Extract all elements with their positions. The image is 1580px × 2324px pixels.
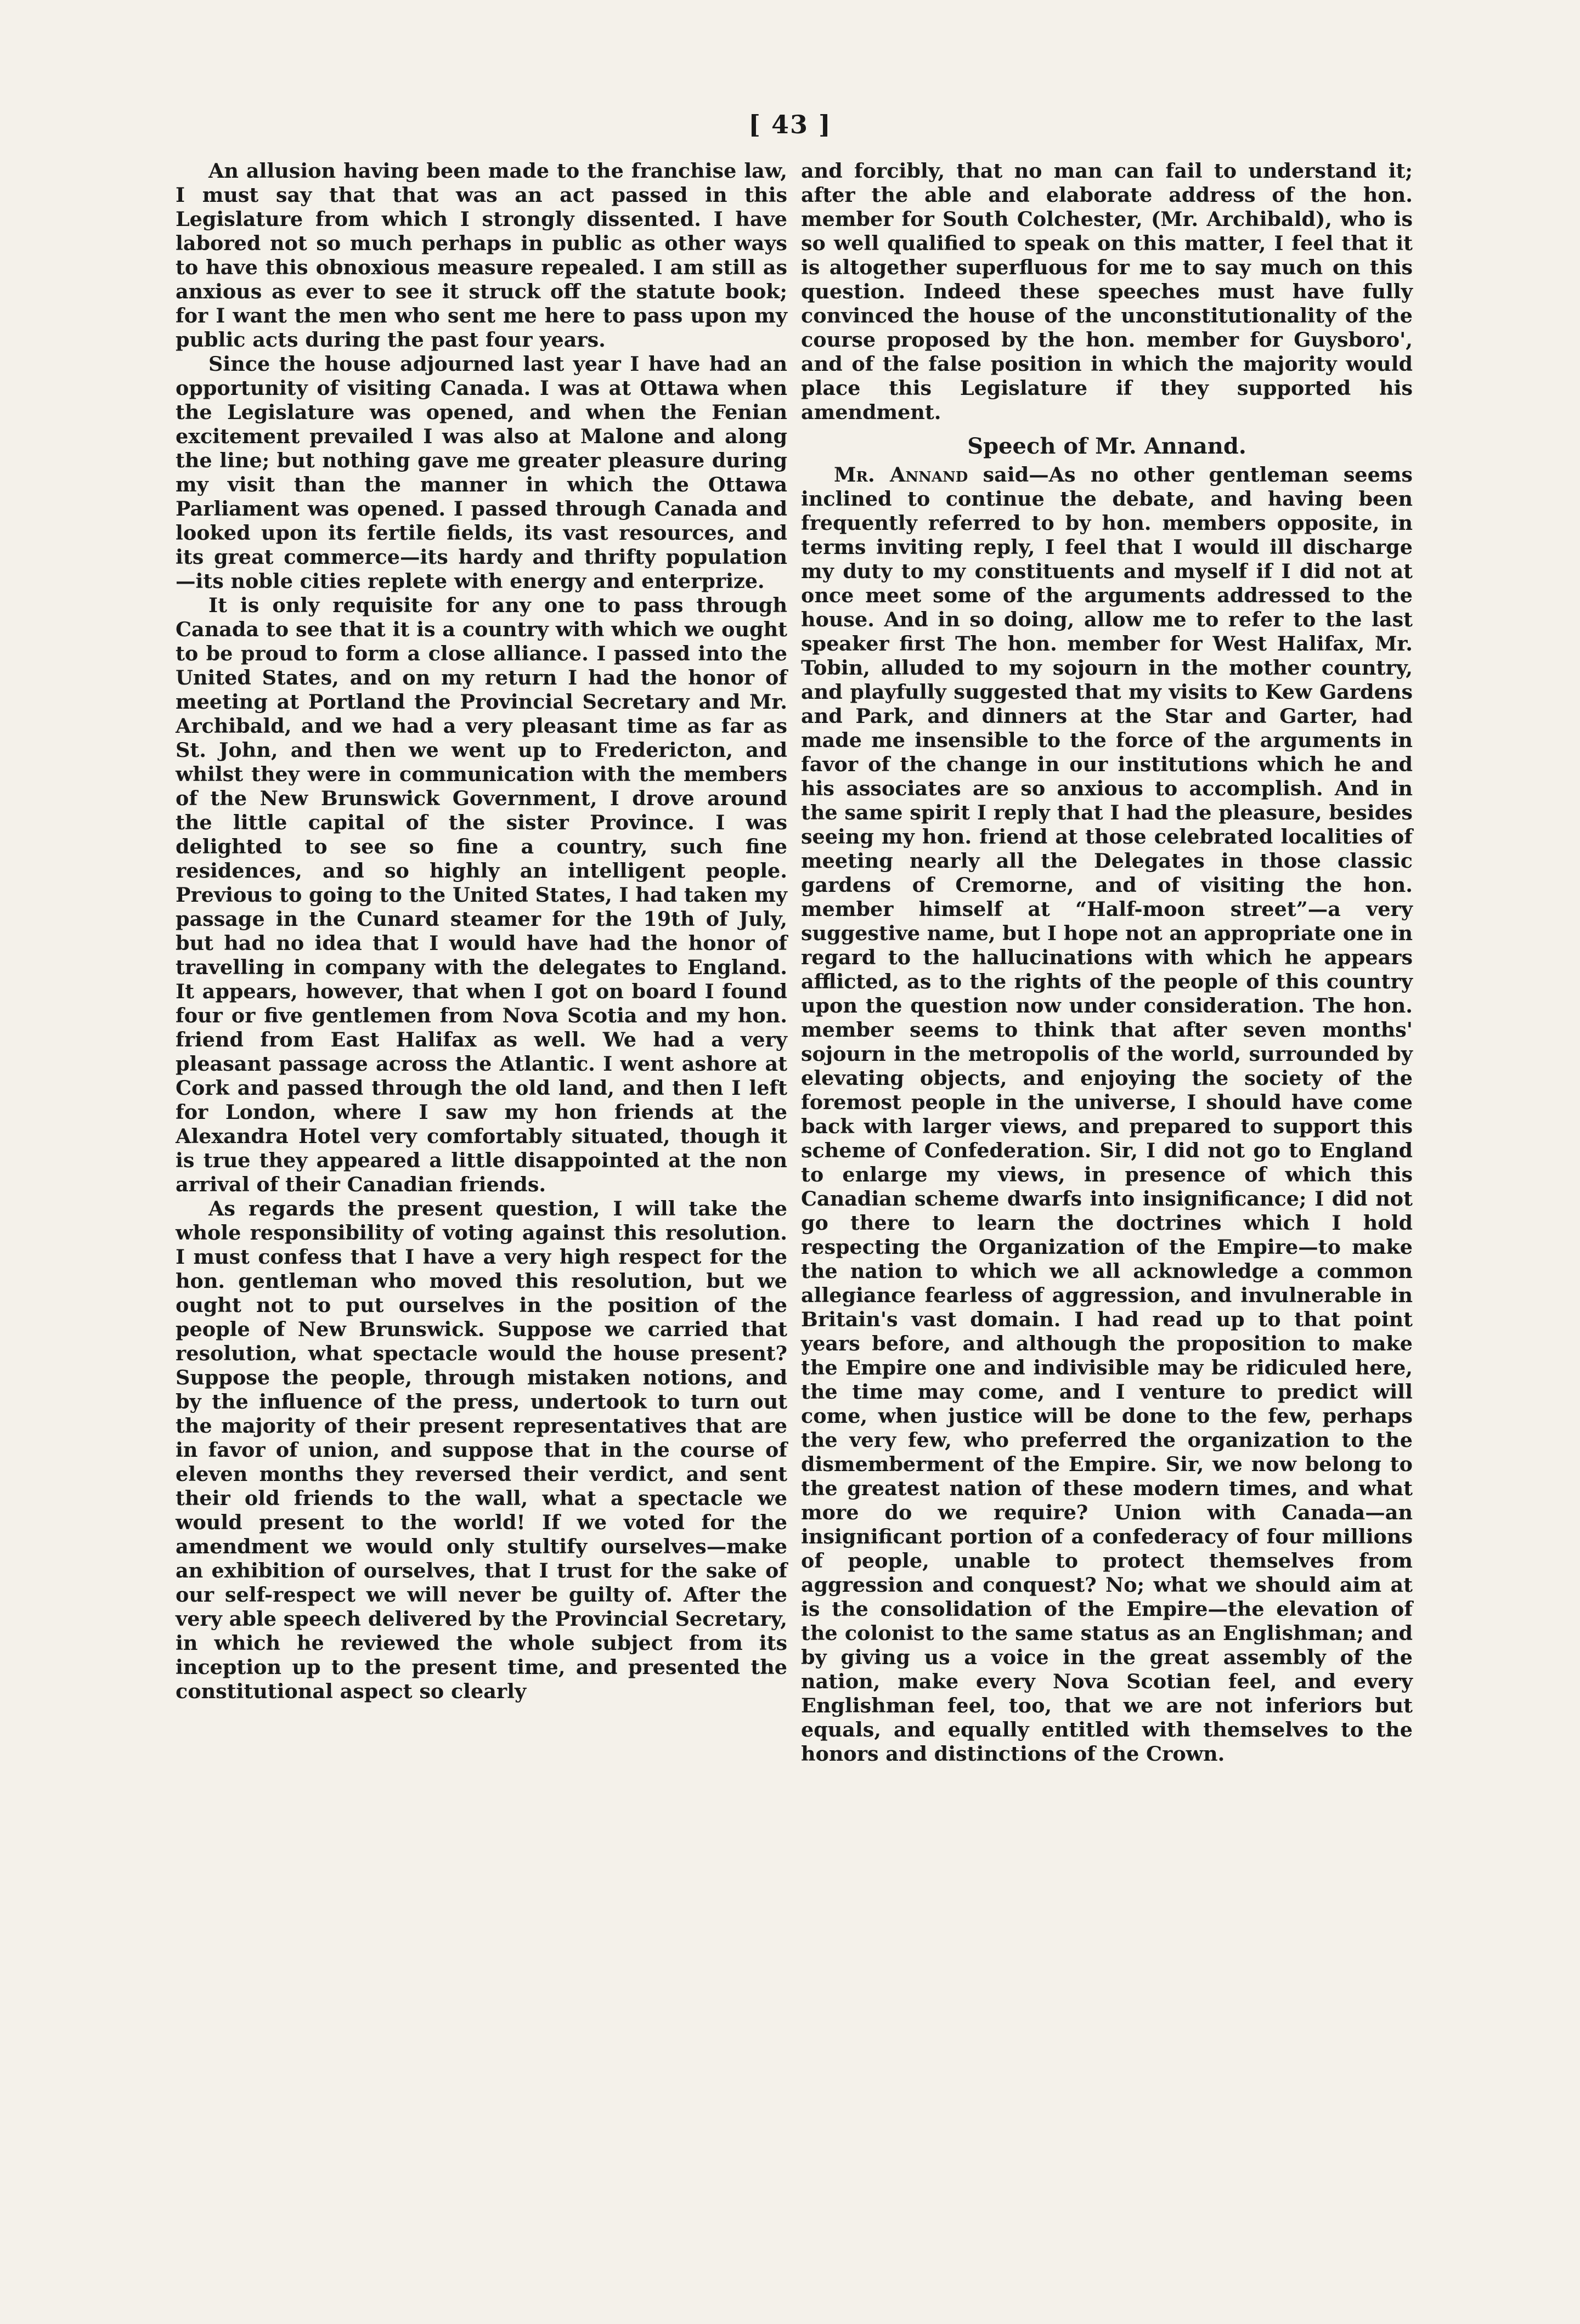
page-number: [ 43 ] — [748, 110, 832, 139]
speech-text: said—As no other gentleman seems inclined to continue the debate, and having been frequently referred to by hon. members opposite, in terms inviting reply, I feel that I would ill discharge my duty to my constituents and myself if I did not at once meet some of the arguments addressed to the house. And in so doing, allow me to refer to the last speaker first The hon. member for West Halifax, Mr. Tobin, alluded to my sojourn in the mother country, and playfully suggested that my visits to Kew Gardens and Park, and dinners at the Star and Garter, had made me insensible to the force of the arguments in favor of the change in our institutions which he and his associates are so anxious to accomplish. And in the same spirit I reply that I had the pleasure, besides seeing my hon. friend at those celebrated localities of meeting nearly all the Delegates in those classic gardens of Cremorne, and of visiting the hon. member himself at “Half-moon street”—a very suggestive name, but I hope not an appropriate one in regard to the hallucinations with which he appears afflicted, as to the rights of the people of this country upon the question now under consideration. The hon. member seems to think that after seven months' sojourn in the metropolis of the world, surrounded by elevating objects, and enjoying the society of the foremost people in the universe, I should have come back with larger views, and prepared to support this scheme of Confederation. Sir, I did not go to England to enlarge my views, in presence of which this Canadian scheme dwarfs into insignificance; I did not go there to learn the doctrines which I hold respecting the Organization of the Empire—to make the nation to which we all acknowledge a common allegiance fearless of aggression, and invulnerable in Britain's vast domain. I had read up to that point years before, and although the proposition to make the Empire one and indivisible may be ridiculed here, the time may come, and I venture to predict will come, when justice will be done to the few, perhaps the very few, who preferred the organization to the dismemberment of the Empire. Sir, we now belong to the greatest nation of these modern times, and what more do we require? Union with Canada—an insignificant portion of a confederacy of four millions of people, unable to protect themselves from aggression and conquest? No; what we should aim at is the consolidation of the Empire—the elevation of the colonist to the same status as an Englishman; and by giving us a voice in the great assembly of the nation, make every Nova Scotian feel, and every Englishman feel, too, that we are not inferiors but equals, and equally entitled with themselves to the honors and distinctions of the Crown. — [801, 463, 1413, 1766]
paragraph: It is only requisite for any one to pass through Canada to see that it is a country with which we ought to be proud to form a close alliance. I passed into the United States, and on my return I had the honor of meeting at Portland the Provincial Secretary and Mr. Archibald, and we had a very pleasant time as far as St. John, and then we went up to Fredericton, and whilst they were in communication with the members of the New Brunswick Government, I drove around the little capital of the sister Province. I was delighted to see so fine a country, such fine residences, and so highly an intelligent people. Previous to going to the United States, I had taken my passage in the Cunard steamer for the 19th of July, but had no idea that I would have had the honor of travelling in company with the delegates to England. It appears, however, that when I got on board I found four or five gentlemen from Nova Scotia and my hon. friend from East Halifax as well. We had a very pleasant passage across the Atlantic. I went ashore at Cork and passed through the old land, and then I left for London, where I saw my hon friends at the Alexandra Hotel very comfortably situated, though it is true they appeared a little disappointed at the non arrival of their Canadian friends. — [176, 593, 787, 1196]
section-heading: Speech of Mr. Annand. — [967, 433, 1246, 459]
paragraph: and forcibly, that no man can fail to understand it; after the able and elaborate address of the hon. member for South Colchester, (Mr. Archibald), who is so well qualified to speak on this matter, I feel that it is altogether superfluous for me to say much on this question. Indeed these speeches must have fully convinced the house of the unconstitutionality of the course proposed by the hon. member for Guysboro', and of the false position in which the majority would place this Legislature if they supported his amendment. — [801, 159, 1413, 424]
paragraph: An allusion having been made to the franchise law, I must say that that was an act passed in this Legislature from which I strongly dissented. I have labored not so much perhaps in public as other ways to have this obnoxious measure repealed. I am still as anxious as ever to see it struck off the statute book; for I want the men who sent me here to pass upon my public acts during the past four years. — [176, 159, 787, 352]
paragraph: Since the house adjourned last year I have had an opportunity of visiting Canada. I was at Ottawa when the Legislature was opened, and when the Fenian excitement prevailed I was also at Malone and along the line; but nothing gave me greater pleasure during my visit than the manner in which the Ottawa Parliament was opened. I passed through Canada and looked upon its fertile fields, its vast resources, and its great commerce—its hardy and thrifty population—its noble cities replete with energy and enterprize. — [176, 352, 787, 593]
left-column — [176, 159, 787, 1704]
speech-paragraph — [801, 463, 1413, 1766]
paragraph: As regards the present question, I will take the whole responsibility of voting against this resolution. I must confess that I have a very high respect for the hon. gentleman who moved this resolution, but we ought not to put ourselves in the position of the people of New Brunswick. Suppose we carried that resolution, what spectacle would the house present? Suppose the people, through mistaken notions, and by the influence of the press, undertook to turn out the majority of their present representatives that are in favor of union, and suppose that in the course of eleven months they reversed their verdict, and sent their old friends to the wall, what a spectacle we would present to the world! If we voted for the amendment we would only stultify ourselves—make an exhibition of ourselves, that I trust for the sake of our self-respect we will never be guilty of. After the very able speech delivered by the Provincial Secretary, in which he reviewed the whole subject from its inception up to the present time, and presented the constitutional aspect so clearly — [176, 1197, 787, 1703]
right-column — [801, 159, 1413, 1766]
speaker-name: Mr. Annand — [834, 463, 968, 487]
